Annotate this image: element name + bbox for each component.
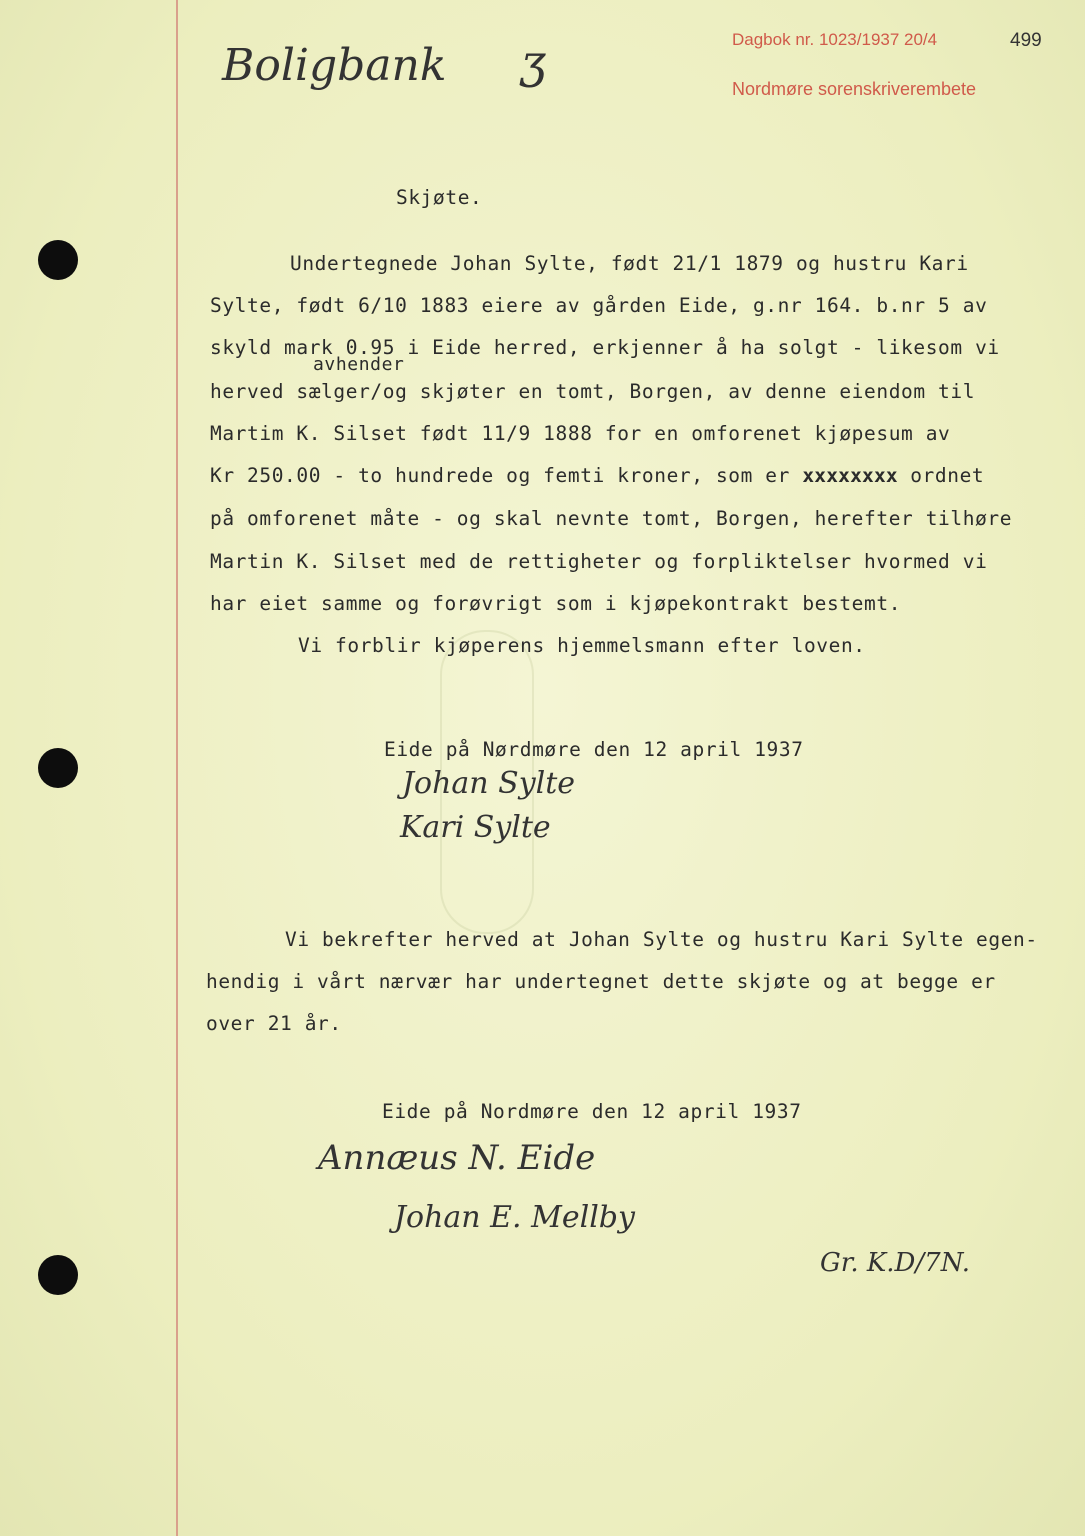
deed-line: Martim K. Silset født 11/9 1888 for en omforenet kjøpesum av: [210, 422, 951, 445]
margin-rule: [176, 0, 178, 1536]
registry-note: Gr. K.D/7N.: [820, 1248, 971, 1278]
handwritten-title: Boligbank: [222, 40, 447, 91]
deed-insertion: avhender: [313, 354, 405, 375]
deed-line-text: ordnet: [910, 464, 985, 487]
signature-witness-1: Annæus N. Eide: [318, 1138, 596, 1178]
deed-line: Martin K. Silset med de rettigheter og forpliktelser hvormed vi: [210, 550, 988, 573]
witness-line: over 21 år.: [206, 1012, 342, 1035]
deed-line-text: Kr 250.00 - to hundrede og femti kroner, som er: [210, 464, 790, 487]
binder-hole: [38, 240, 78, 280]
registry-stamp-line2: Nordmøre sorenskriverembete: [732, 79, 977, 99]
binder-hole: [38, 1255, 78, 1295]
registry-stamp-line1: Dagbok nr. 1023/1937 20/4: [732, 30, 938, 49]
deed-line: herved sælger/og skjøter en tomt, Borgen, av denne eiendom til: [210, 380, 976, 403]
deed-place-date: Eide på Nørdmøre den 12 april 1937: [384, 738, 804, 761]
signature-witness-2: Johan E. Mellby: [394, 1200, 635, 1235]
witness-line: Vi bekrefter herved at Johan Sylte og hustru Kari Sylte egen-: [285, 928, 1038, 951]
signature-seller-2: Kari Sylte: [400, 810, 551, 845]
deed-heading: Skjøte.: [396, 186, 483, 209]
witness-place-date: Eide på Nordmøre den 12 april 1937: [382, 1100, 802, 1123]
deed-line: på omforenet måte - og skal nevnte tomt, Borgen, herefter tilhøre: [210, 507, 1013, 530]
page-number: 499: [1010, 30, 1042, 51]
deed-line: Vi forblir kjøperens hjemmelsmann efter loven.: [298, 634, 866, 657]
witness-line: hendig i vårt nærvær har undertegnet dette skjøte og at begge er: [206, 970, 996, 993]
deed-line: [210, 464, 984, 487]
struck-out-text: xxxxxxxx: [802, 464, 898, 487]
binder-hole: [38, 748, 78, 788]
deed-line: Undertegnede Johan Sylte, født 21/1 1879 og hustru Kari: [290, 252, 969, 275]
signature-seller-1: Johan Sylte: [402, 766, 576, 801]
handwritten-mark: ʒ: [520, 34, 546, 88]
deed-line: Sylte, født 6/10 1883 eiere av gården Eide, g.nr 164. b.nr 5 av: [210, 294, 988, 317]
deed-line: har eiet samme og forøvrigt som i kjøpekontrakt bestemt.: [210, 592, 902, 615]
deed-line: skyld mark 0.95 i Eide herred, erkjenner å ha solgt - likesom vi: [210, 336, 1000, 359]
